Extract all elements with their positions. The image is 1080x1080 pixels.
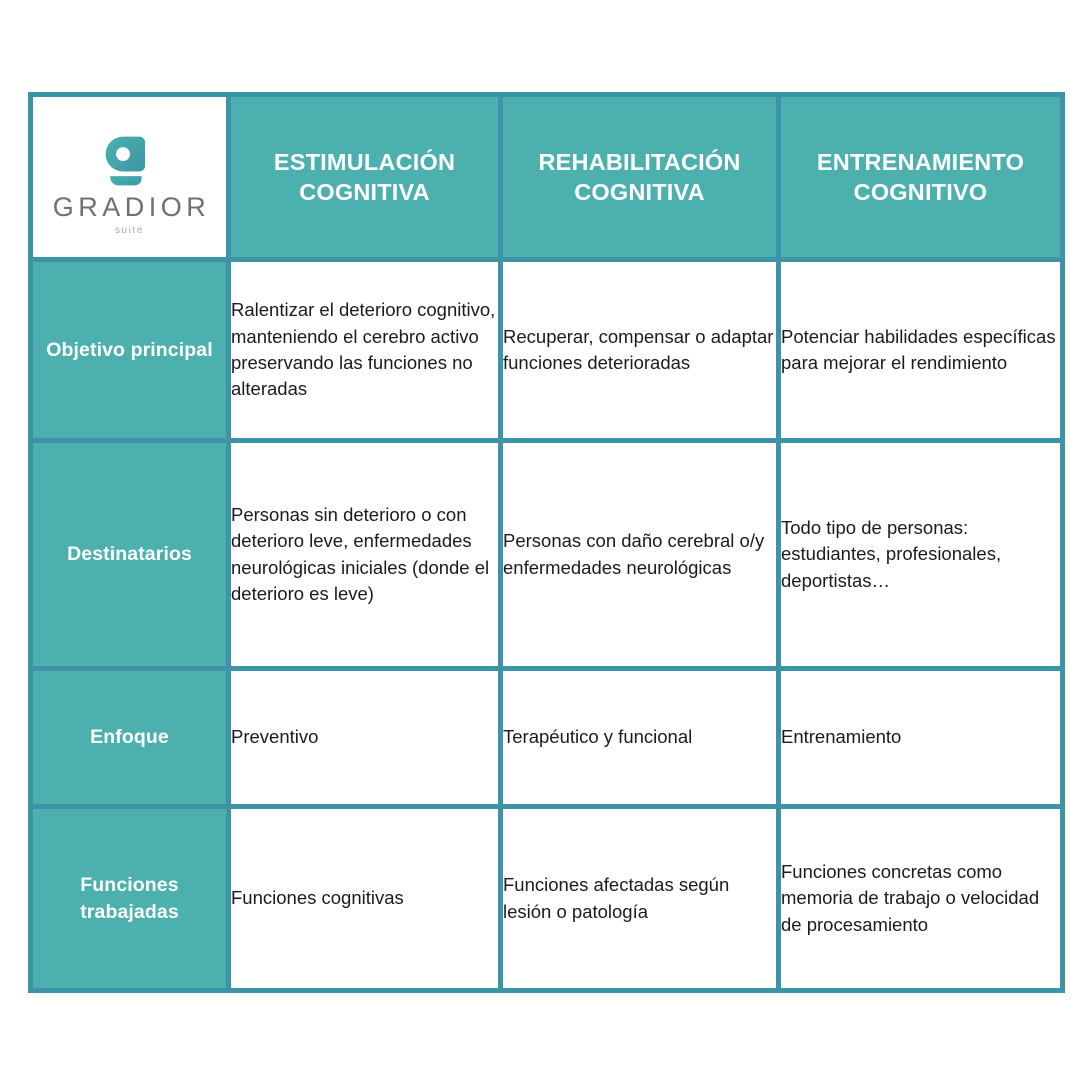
cell-funciones-rehabilitacion: Funciones afectadas según lesión o patología	[503, 809, 781, 988]
cognitive-approaches-comparison-table	[28, 92, 1065, 993]
column-header-entrenamiento: ENTRENAMIENTO COGNITIVO	[781, 97, 1060, 262]
column-header-estimulacion: ESTIMULACIÓN COGNITIVA	[231, 97, 503, 262]
cell-enfoque-entrenamiento: Entrenamiento	[781, 671, 1060, 809]
row-label-funciones-trabajadas: Funciones trabajadas	[33, 809, 231, 988]
cell-destinatarios-estimulacion: Personas sin deterioro o con deterioro leve, enfermedades neurológicas iniciales (donde el deterioro es leve)	[231, 443, 503, 671]
cell-funciones-estimulacion: Funciones cognitivas	[231, 809, 503, 988]
logo-wordmark: GRADIOR	[52, 192, 211, 222]
row-label-objetivo-principal: Objetivo principal	[33, 262, 231, 443]
cell-funciones-entrenamiento: Funciones concretas como memoria de trabajo o velocidad de procesamiento	[781, 809, 1060, 988]
table-row	[33, 443, 1060, 671]
cell-objetivo-entrenamiento: Potenciar habilidades específicas para mejorar el rendimiento	[781, 262, 1060, 443]
logo-tagline: suite	[114, 225, 145, 236]
row-label-enfoque: Enfoque	[33, 671, 231, 809]
cell-objetivo-rehabilitacion: Recuperar, compensar o adaptar funciones deterioradas	[503, 262, 781, 443]
table-row	[33, 671, 1060, 809]
table-header-row	[33, 97, 1060, 262]
logo-cell	[33, 97, 231, 262]
row-label-destinatarios: Destinatarios	[33, 443, 231, 671]
cell-objetivo-estimulacion: Ralentizar el deterioro cognitivo, manteniendo el cerebro activo preservando las funciones no alteradas	[231, 262, 503, 443]
table-row	[33, 262, 1060, 443]
gradior-suite-logo	[33, 97, 226, 257]
column-header-rehabilitacion: REHABILITACIÓN COGNITIVA	[503, 97, 781, 262]
cell-enfoque-estimulacion: Preventivo	[231, 671, 503, 809]
cell-enfoque-rehabilitacion: Terapéutico y funcional	[503, 671, 781, 809]
cell-destinatarios-entrenamiento: Todo tipo de personas: estudiantes, profesionales, deportistas…	[781, 443, 1060, 671]
table-row	[33, 809, 1060, 988]
gradior-g-mark-icon	[101, 132, 159, 190]
cell-destinatarios-rehabilitacion: Personas con daño cerebral o/y enfermedades neurológicas	[503, 443, 781, 671]
